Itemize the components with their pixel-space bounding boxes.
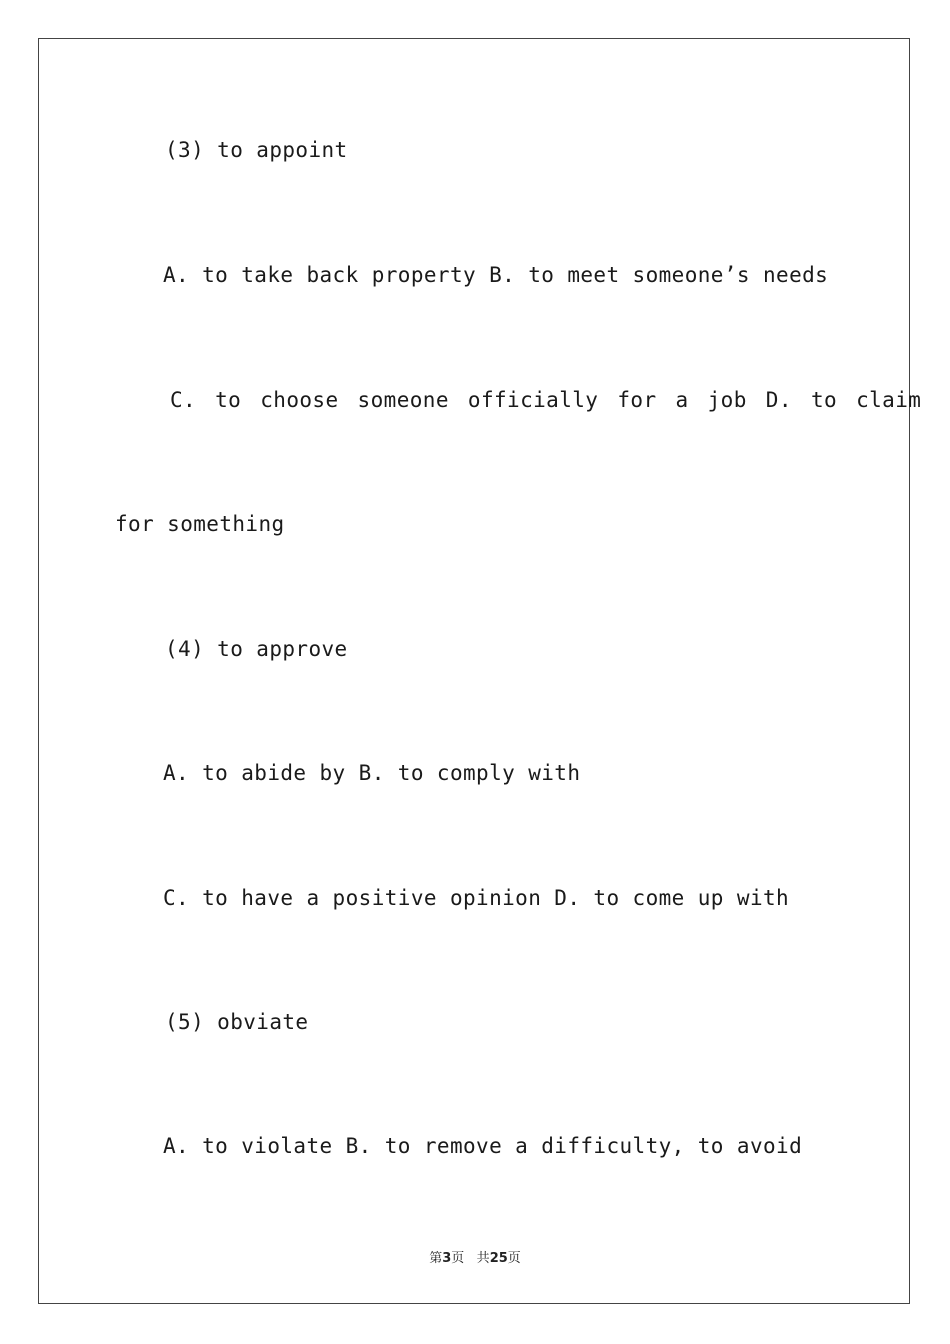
question-3-options-cd: C. to choose someone officially for a job D. to claim: [170, 388, 922, 412]
question-4-heading: (4) to approve: [165, 637, 348, 661]
footer-total-prefix: 共: [476, 1251, 490, 1266]
page-footer: [0, 1247, 950, 1266]
question-3-heading: (3) to appoint: [165, 138, 348, 162]
question-3-options-cd-continued: for something: [115, 512, 285, 536]
footer-total-unit: 页: [507, 1251, 521, 1266]
question-4-options-cd: C. to have a positive opinion D. to come up with: [163, 886, 790, 910]
question-4-options-ab: A. to abide by B. to comply with: [163, 761, 581, 785]
footer-total-pages: 25: [489, 1251, 508, 1266]
question-5-options-ab: A. to violate B. to remove a difficulty, to avoid: [163, 1134, 803, 1158]
footer-current-page: 3: [442, 1251, 452, 1266]
question-5-heading: (5) obviate: [165, 1010, 309, 1034]
footer-page-unit: 页: [451, 1251, 465, 1266]
page-border: [38, 38, 910, 1304]
footer-prefix: 第: [429, 1251, 443, 1266]
question-3-options-ab: A. to take back property B. to meet someone’s needs: [163, 263, 829, 287]
